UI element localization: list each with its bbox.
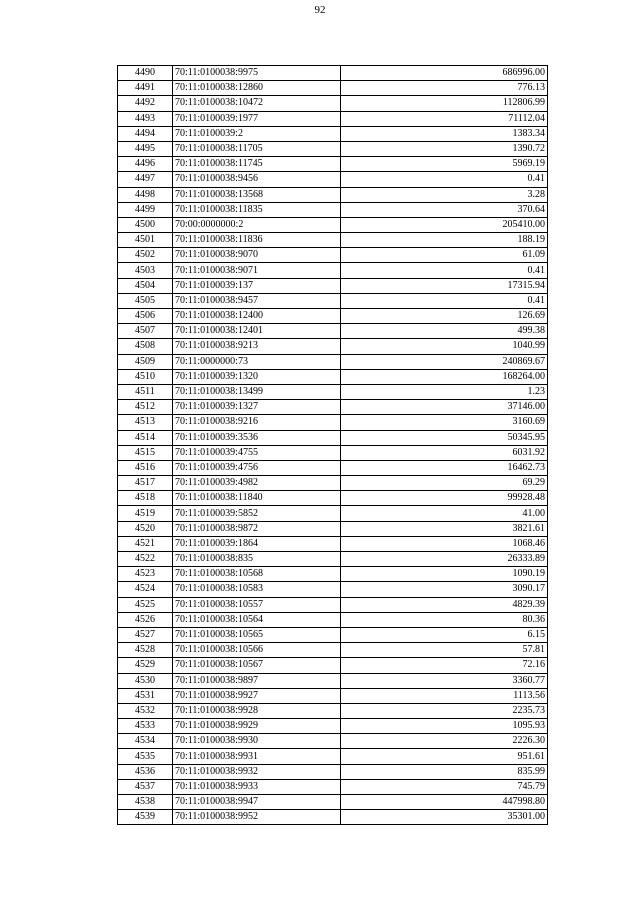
cadastral-number-cell: 70:11:0100039:4982	[173, 476, 341, 491]
value-cell: 37146.00	[341, 400, 548, 415]
value-cell: 41.00	[341, 506, 548, 521]
table-row	[118, 141, 548, 156]
page-number: 92	[314, 4, 326, 16]
row-number-cell: 4536	[118, 764, 173, 779]
table-row	[118, 217, 548, 232]
cadastral-number-cell: 70:11:0100039:1977	[173, 111, 341, 126]
row-number-cell: 4529	[118, 658, 173, 673]
value-cell: 1.23	[341, 384, 548, 399]
value-cell: 3.28	[341, 187, 548, 202]
row-number-cell: 4512	[118, 400, 173, 415]
table-row	[118, 369, 548, 384]
row-number-cell: 4499	[118, 202, 173, 217]
table-row	[118, 384, 548, 399]
table-row	[118, 643, 548, 658]
cadastral-number-cell: 70:11:0100038:11745	[173, 157, 341, 172]
cadastral-number-cell: 70:11:0100039:1320	[173, 369, 341, 384]
row-number-cell: 4508	[118, 339, 173, 354]
value-cell: 2235.73	[341, 703, 548, 718]
value-cell: 57.81	[341, 643, 548, 658]
cadastral-number-cell: 70:11:0100038:9070	[173, 248, 341, 263]
table-row	[118, 460, 548, 475]
value-cell: 3090.17	[341, 582, 548, 597]
row-number-cell: 4520	[118, 521, 173, 536]
table-row	[118, 324, 548, 339]
table-row	[118, 719, 548, 734]
cadastral-table	[117, 65, 548, 825]
row-number-cell: 4535	[118, 749, 173, 764]
row-number-cell: 4500	[118, 217, 173, 232]
table-row	[118, 506, 548, 521]
row-number-cell: 4522	[118, 552, 173, 567]
value-cell: 3821.61	[341, 521, 548, 536]
table-row	[118, 400, 548, 415]
table-row	[118, 567, 548, 582]
table-row	[118, 688, 548, 703]
row-number-cell: 4497	[118, 172, 173, 187]
table-row	[118, 172, 548, 187]
value-cell: 1383.34	[341, 126, 548, 141]
value-cell: 1113.56	[341, 688, 548, 703]
table-row	[118, 96, 548, 111]
row-number-cell: 4521	[118, 536, 173, 551]
value-cell: 5969.19	[341, 157, 548, 172]
table-row	[118, 248, 548, 263]
value-cell: 69.29	[341, 476, 548, 491]
cadastral-number-cell: 70:11:0100038:9071	[173, 263, 341, 278]
cadastral-number-cell: 70:11:0100038:9929	[173, 719, 341, 734]
cadastral-number-cell: 70:11:0100038:9952	[173, 810, 341, 825]
cadastral-number-cell: 70:11:0100038:9975	[173, 66, 341, 81]
row-number-cell: 4511	[118, 384, 173, 399]
cadastral-number-cell: 70:11:0100038:9928	[173, 703, 341, 718]
table-row	[118, 187, 548, 202]
cadastral-number-cell: 70:11:0100038:11705	[173, 141, 341, 156]
table-row	[118, 582, 548, 597]
value-cell: 112806.99	[341, 96, 548, 111]
value-cell: 35301.00	[341, 810, 548, 825]
table-row	[118, 66, 548, 81]
cadastral-number-cell: 70:11:0100038:10564	[173, 612, 341, 627]
cadastral-number-cell: 70:11:0100038:9872	[173, 521, 341, 536]
table-row	[118, 445, 548, 460]
cadastral-number-cell: 70:11:0100038:10583	[173, 582, 341, 597]
table-row	[118, 111, 548, 126]
row-number-cell: 4495	[118, 141, 173, 156]
value-cell: 447998.80	[341, 795, 548, 810]
value-cell: 80.36	[341, 612, 548, 627]
cadastral-number-cell: 70:11:0100038:12860	[173, 81, 341, 96]
cadastral-number-cell: 70:11:0100038:835	[173, 552, 341, 567]
row-number-cell: 4534	[118, 734, 173, 749]
cadastral-number-cell: 70:11:0100038:9456	[173, 172, 341, 187]
table-row	[118, 354, 548, 369]
cadastral-number-cell: 70:11:0100038:9931	[173, 749, 341, 764]
value-cell: 0.41	[341, 293, 548, 308]
value-cell: 951.61	[341, 749, 548, 764]
row-number-cell: 4516	[118, 460, 173, 475]
row-number-cell: 4507	[118, 324, 173, 339]
value-cell: 1095.93	[341, 719, 548, 734]
table-row	[118, 764, 548, 779]
cadastral-number-cell: 70:11:0100038:10565	[173, 627, 341, 642]
value-cell: 6.15	[341, 627, 548, 642]
value-cell: 1390.72	[341, 141, 548, 156]
value-cell: 776.13	[341, 81, 548, 96]
row-number-cell: 4531	[118, 688, 173, 703]
table-row	[118, 233, 548, 248]
row-number-cell: 4509	[118, 354, 173, 369]
cadastral-number-cell: 70:11:0000000:73	[173, 354, 341, 369]
value-cell: 16462.73	[341, 460, 548, 475]
value-cell: 4829.39	[341, 597, 548, 612]
value-cell: 168264.00	[341, 369, 548, 384]
value-cell: 370.64	[341, 202, 548, 217]
table-row	[118, 779, 548, 794]
table-row	[118, 795, 548, 810]
row-number-cell: 4505	[118, 293, 173, 308]
table-row	[118, 597, 548, 612]
value-cell: 188.19	[341, 233, 548, 248]
value-cell: 26333.89	[341, 552, 548, 567]
table-row	[118, 202, 548, 217]
table-row	[118, 81, 548, 96]
row-number-cell: 4532	[118, 703, 173, 718]
cadastral-number-cell: 70:11:0100039:4755	[173, 445, 341, 460]
cadastral-number-cell: 70:11:0100038:9933	[173, 779, 341, 794]
cadastral-number-cell: 70:11:0100038:9927	[173, 688, 341, 703]
cadastral-number-cell: 70:11:0100038:9457	[173, 293, 341, 308]
table-row	[118, 612, 548, 627]
value-cell: 3160.69	[341, 415, 548, 430]
value-cell: 50345.95	[341, 430, 548, 445]
value-cell: 6031.92	[341, 445, 548, 460]
value-cell: 499.38	[341, 324, 548, 339]
row-number-cell: 4526	[118, 612, 173, 627]
cadastral-number-cell: 70:11:0100038:12401	[173, 324, 341, 339]
cadastral-number-cell: 70:11:0100038:10472	[173, 96, 341, 111]
row-number-cell: 4523	[118, 567, 173, 582]
cadastral-number-cell: 70:11:0100038:10568	[173, 567, 341, 582]
table-row	[118, 734, 548, 749]
value-cell: 0.41	[341, 263, 548, 278]
table-row	[118, 278, 548, 293]
row-number-cell: 4491	[118, 81, 173, 96]
cadastral-number-cell: 70:11:0100038:9932	[173, 764, 341, 779]
value-cell: 0.41	[341, 172, 548, 187]
row-number-cell: 4501	[118, 233, 173, 248]
cadastral-number-cell: 70:00:0000000:2	[173, 217, 341, 232]
row-number-cell: 4518	[118, 491, 173, 506]
value-cell: 745.79	[341, 779, 548, 794]
cadastral-number-cell: 70:11:0100038:13499	[173, 384, 341, 399]
table-row	[118, 536, 548, 551]
cadastral-number-cell: 70:11:0100038:11836	[173, 233, 341, 248]
cadastral-number-cell: 70:11:0100038:9947	[173, 795, 341, 810]
cadastral-number-cell: 70:11:0100038:11840	[173, 491, 341, 506]
cadastral-number-cell: 70:11:0100038:9216	[173, 415, 341, 430]
row-number-cell: 4525	[118, 597, 173, 612]
value-cell: 17315.94	[341, 278, 548, 293]
value-cell: 835.99	[341, 764, 548, 779]
value-cell: 686996.00	[341, 66, 548, 81]
row-number-cell: 4503	[118, 263, 173, 278]
cadastral-number-cell: 70:11:0100038:9897	[173, 673, 341, 688]
row-number-cell: 4496	[118, 157, 173, 172]
row-number-cell: 4514	[118, 430, 173, 445]
cadastral-number-cell: 70:11:0100039:4756	[173, 460, 341, 475]
table-row	[118, 157, 548, 172]
table-row	[118, 552, 548, 567]
table-row	[118, 476, 548, 491]
table-row	[118, 309, 548, 324]
table-row	[118, 749, 548, 764]
table-row	[118, 627, 548, 642]
value-cell: 1068.46	[341, 536, 548, 551]
value-cell: 1040.99	[341, 339, 548, 354]
row-number-cell: 4537	[118, 779, 173, 794]
cadastral-number-cell: 70:11:0100039:5852	[173, 506, 341, 521]
cadastral-number-cell: 70:11:0100039:3536	[173, 430, 341, 445]
value-cell: 126.69	[341, 309, 548, 324]
table-row	[118, 491, 548, 506]
row-number-cell: 4524	[118, 582, 173, 597]
row-number-cell: 4517	[118, 476, 173, 491]
table-row	[118, 810, 548, 825]
table-row	[118, 673, 548, 688]
cadastral-number-cell: 70:11:0100038:9930	[173, 734, 341, 749]
table-row	[118, 339, 548, 354]
row-number-cell: 4515	[118, 445, 173, 460]
value-cell: 3360.77	[341, 673, 548, 688]
row-number-cell: 4533	[118, 719, 173, 734]
value-cell: 72.16	[341, 658, 548, 673]
cadastral-number-cell: 70:11:0100038:10567	[173, 658, 341, 673]
value-cell: 71112.04	[341, 111, 548, 126]
row-number-cell: 4493	[118, 111, 173, 126]
table-row	[118, 430, 548, 445]
cadastral-number-cell: 70:11:0100039:137	[173, 278, 341, 293]
row-number-cell: 4494	[118, 126, 173, 141]
cadastral-number-cell: 70:11:0100038:13568	[173, 187, 341, 202]
table-row	[118, 263, 548, 278]
row-number-cell: 4510	[118, 369, 173, 384]
cadastral-number-cell: 70:11:0100038:11835	[173, 202, 341, 217]
table-row	[118, 658, 548, 673]
row-number-cell: 4530	[118, 673, 173, 688]
table-body	[118, 66, 548, 825]
value-cell: 2226.30	[341, 734, 548, 749]
table-row	[118, 521, 548, 536]
table-row	[118, 415, 548, 430]
row-number-cell: 4528	[118, 643, 173, 658]
row-number-cell: 4492	[118, 96, 173, 111]
value-cell: 240869.67	[341, 354, 548, 369]
row-number-cell: 4538	[118, 795, 173, 810]
row-number-cell: 4519	[118, 506, 173, 521]
row-number-cell: 4539	[118, 810, 173, 825]
row-number-cell: 4498	[118, 187, 173, 202]
value-cell: 99928.48	[341, 491, 548, 506]
table-row	[118, 126, 548, 141]
cadastral-number-cell: 70:11:0100038:9213	[173, 339, 341, 354]
row-number-cell: 4513	[118, 415, 173, 430]
row-number-cell: 4506	[118, 309, 173, 324]
cadastral-number-cell: 70:11:0100038:10566	[173, 643, 341, 658]
cadastral-number-cell: 70:11:0100039:1327	[173, 400, 341, 415]
row-number-cell: 4527	[118, 627, 173, 642]
row-number-cell: 4490	[118, 66, 173, 81]
table-row	[118, 703, 548, 718]
cadastral-number-cell: 70:11:0100039:1864	[173, 536, 341, 551]
value-cell: 61.09	[341, 248, 548, 263]
table-row	[118, 293, 548, 308]
cadastral-number-cell: 70:11:0100038:12400	[173, 309, 341, 324]
value-cell: 1090.19	[341, 567, 548, 582]
row-number-cell: 4504	[118, 278, 173, 293]
value-cell: 205410.00	[341, 217, 548, 232]
cadastral-number-cell: 70:11:0100038:10557	[173, 597, 341, 612]
cadastral-number-cell: 70:11:0100039:2	[173, 126, 341, 141]
row-number-cell: 4502	[118, 248, 173, 263]
